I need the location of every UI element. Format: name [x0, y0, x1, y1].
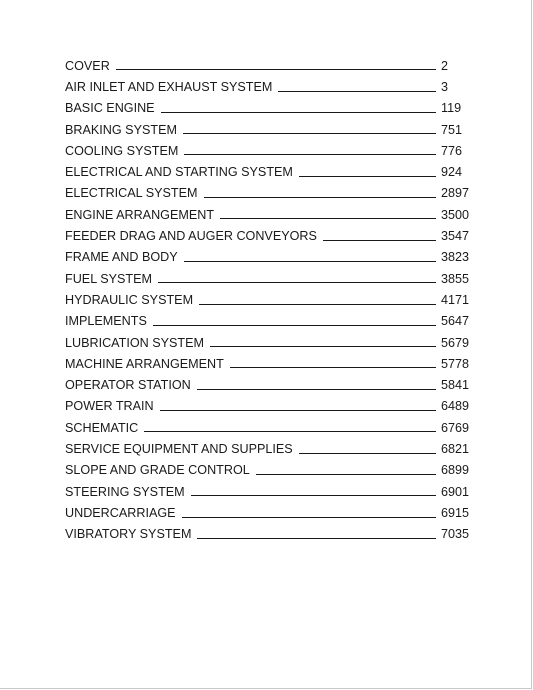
toc-entry-title: OPERATOR STATION	[65, 378, 191, 393]
toc-entry-vibratory-system[interactable]	[65, 520, 469, 541]
toc-entry-page: 5841	[440, 378, 469, 393]
toc-entry-page: 3547	[440, 229, 469, 244]
toc-entry-title: VIBRATORY SYSTEM	[65, 527, 192, 542]
toc-leader-line	[323, 240, 436, 241]
toc-entry-page: 6769	[440, 420, 469, 435]
toc-entry-page: 924	[441, 165, 463, 180]
toc-entry-title: FUEL SYSTEM	[65, 271, 153, 286]
toc-entry-page: 6915	[440, 505, 469, 520]
toc-leader-line	[256, 474, 436, 475]
toc-entry-braking-system[interactable]	[65, 115, 469, 136]
toc-entry-title: MACHINE ARRANGEMENT	[65, 356, 224, 371]
toc-entry-air-inlet-and-exhaust-system[interactable]	[65, 72, 469, 93]
toc-leader-line	[184, 261, 436, 262]
toc-entry-page: 2	[441, 58, 449, 73]
toc-entry-schematic[interactable]	[65, 413, 469, 434]
toc-entry-title: FRAME AND BODY	[65, 250, 178, 265]
toc-entry-title: BASIC ENGINE	[65, 101, 155, 116]
toc-entry-title: POWER TRAIN	[65, 399, 154, 414]
toc-leader-line	[197, 389, 436, 390]
toc-entry-title: STEERING SYSTEM	[65, 484, 185, 499]
toc-entry-title: FEEDER DRAG AND AUGER CONVEYORS	[65, 229, 317, 244]
toc-entry-page: 3500	[440, 207, 469, 222]
toc-entry-page: 6901	[440, 484, 469, 499]
toc-entry-title: AIR INLET AND EXHAUST SYSTEM	[65, 80, 273, 94]
toc-entry-title: SERVICE EQUIPMENT AND SUPPLIES	[65, 442, 293, 457]
toc-entry-title: UNDERCARRIAGE	[65, 505, 176, 520]
toc-entry-page: 3	[441, 80, 449, 94]
toc-entry-basic-engine[interactable]	[65, 94, 469, 115]
toc-leader-line	[161, 112, 436, 113]
toc-entry-implements[interactable]	[65, 307, 469, 328]
toc-entry-lubrication-system[interactable]	[65, 328, 469, 349]
toc-entry-electrical-and-starting-system[interactable]	[65, 157, 469, 178]
toc-entry-title: COOLING SYSTEM	[65, 143, 179, 158]
toc-entry-page: 4171	[440, 292, 469, 307]
toc-entry-page: 119	[441, 101, 462, 116]
toc-entry-title: SCHEMATIC	[65, 420, 139, 435]
toc-entry-electrical-system[interactable]	[65, 179, 469, 200]
toc-entry-title: COVER	[65, 58, 110, 73]
toc-entry-title: ELECTRICAL SYSTEM	[65, 186, 198, 201]
toc-leader-line	[191, 495, 436, 496]
toc-entry-title: LUBRICATION SYSTEM	[65, 335, 205, 350]
toc-leader-line	[299, 453, 436, 454]
toc-entry-undercarriage[interactable]	[65, 498, 469, 519]
toc-leader-line	[182, 517, 436, 518]
toc-entry-engine-arrangement[interactable]	[65, 200, 469, 221]
toc-entry-operator-station[interactable]	[65, 370, 469, 391]
toc-entry-slope-and-grade-control[interactable]	[65, 456, 469, 477]
toc-entry-page: 751	[441, 122, 463, 137]
toc-entry-title: IMPLEMENTS	[65, 314, 147, 329]
toc-entry-feeder-drag-and-auger-conveyors[interactable]	[65, 221, 469, 242]
toc-entry-page: 5679	[440, 335, 469, 350]
table-of-contents	[65, 51, 469, 541]
toc-entry-title: HYDRAULIC SYSTEM	[65, 292, 194, 307]
toc-entry-page: 2897	[440, 186, 469, 201]
toc-leader-line	[158, 282, 436, 283]
toc-leader-line	[153, 325, 436, 326]
toc-entry-hydraulic-system[interactable]	[65, 285, 469, 306]
toc-leader-line	[278, 91, 436, 92]
toc-leader-line	[116, 69, 436, 70]
toc-entry-cooling-system[interactable]	[65, 136, 469, 157]
toc-entry-service-equipment-and-supplies[interactable]	[65, 434, 469, 455]
toc-leader-line	[299, 176, 436, 177]
toc-entry-cover[interactable]	[65, 51, 469, 72]
toc-entry-title: ELECTRICAL AND STARTING SYSTEM	[65, 165, 293, 180]
toc-leader-line	[183, 133, 436, 134]
toc-leader-line	[197, 538, 436, 539]
toc-entry-machine-arrangement[interactable]	[65, 349, 469, 370]
toc-entry-steering-system[interactable]	[65, 477, 469, 498]
toc-leader-line	[210, 346, 436, 347]
toc-leader-line	[230, 367, 436, 368]
toc-leader-line	[184, 154, 436, 155]
toc-leader-line	[204, 197, 436, 198]
toc-entry-page: 5647	[440, 314, 469, 329]
toc-entry-fuel-system[interactable]	[65, 264, 469, 285]
toc-entry-page: 6489	[440, 399, 469, 414]
toc-entry-page: 776	[441, 143, 463, 158]
toc-entry-title: SLOPE AND GRADE CONTROL	[65, 463, 250, 478]
toc-leader-line	[220, 218, 436, 219]
toc-entry-power-train[interactable]	[65, 392, 469, 413]
toc-entry-frame-and-body[interactable]	[65, 243, 469, 264]
toc-entry-title: BRAKING SYSTEM	[65, 122, 177, 137]
toc-entry-title: ENGINE ARRANGEMENT	[65, 207, 215, 222]
toc-entry-page: 7035	[440, 527, 469, 542]
toc-leader-line	[144, 431, 436, 432]
toc-entry-page: 6899	[440, 463, 469, 478]
toc-leader-line	[199, 304, 436, 305]
toc-entry-page: 3855	[440, 271, 469, 286]
toc-leader-line	[160, 410, 436, 411]
toc-entry-page: 3823	[440, 250, 469, 265]
toc-entry-page: 5778	[440, 356, 469, 371]
toc-entry-page: 6821	[440, 442, 469, 457]
